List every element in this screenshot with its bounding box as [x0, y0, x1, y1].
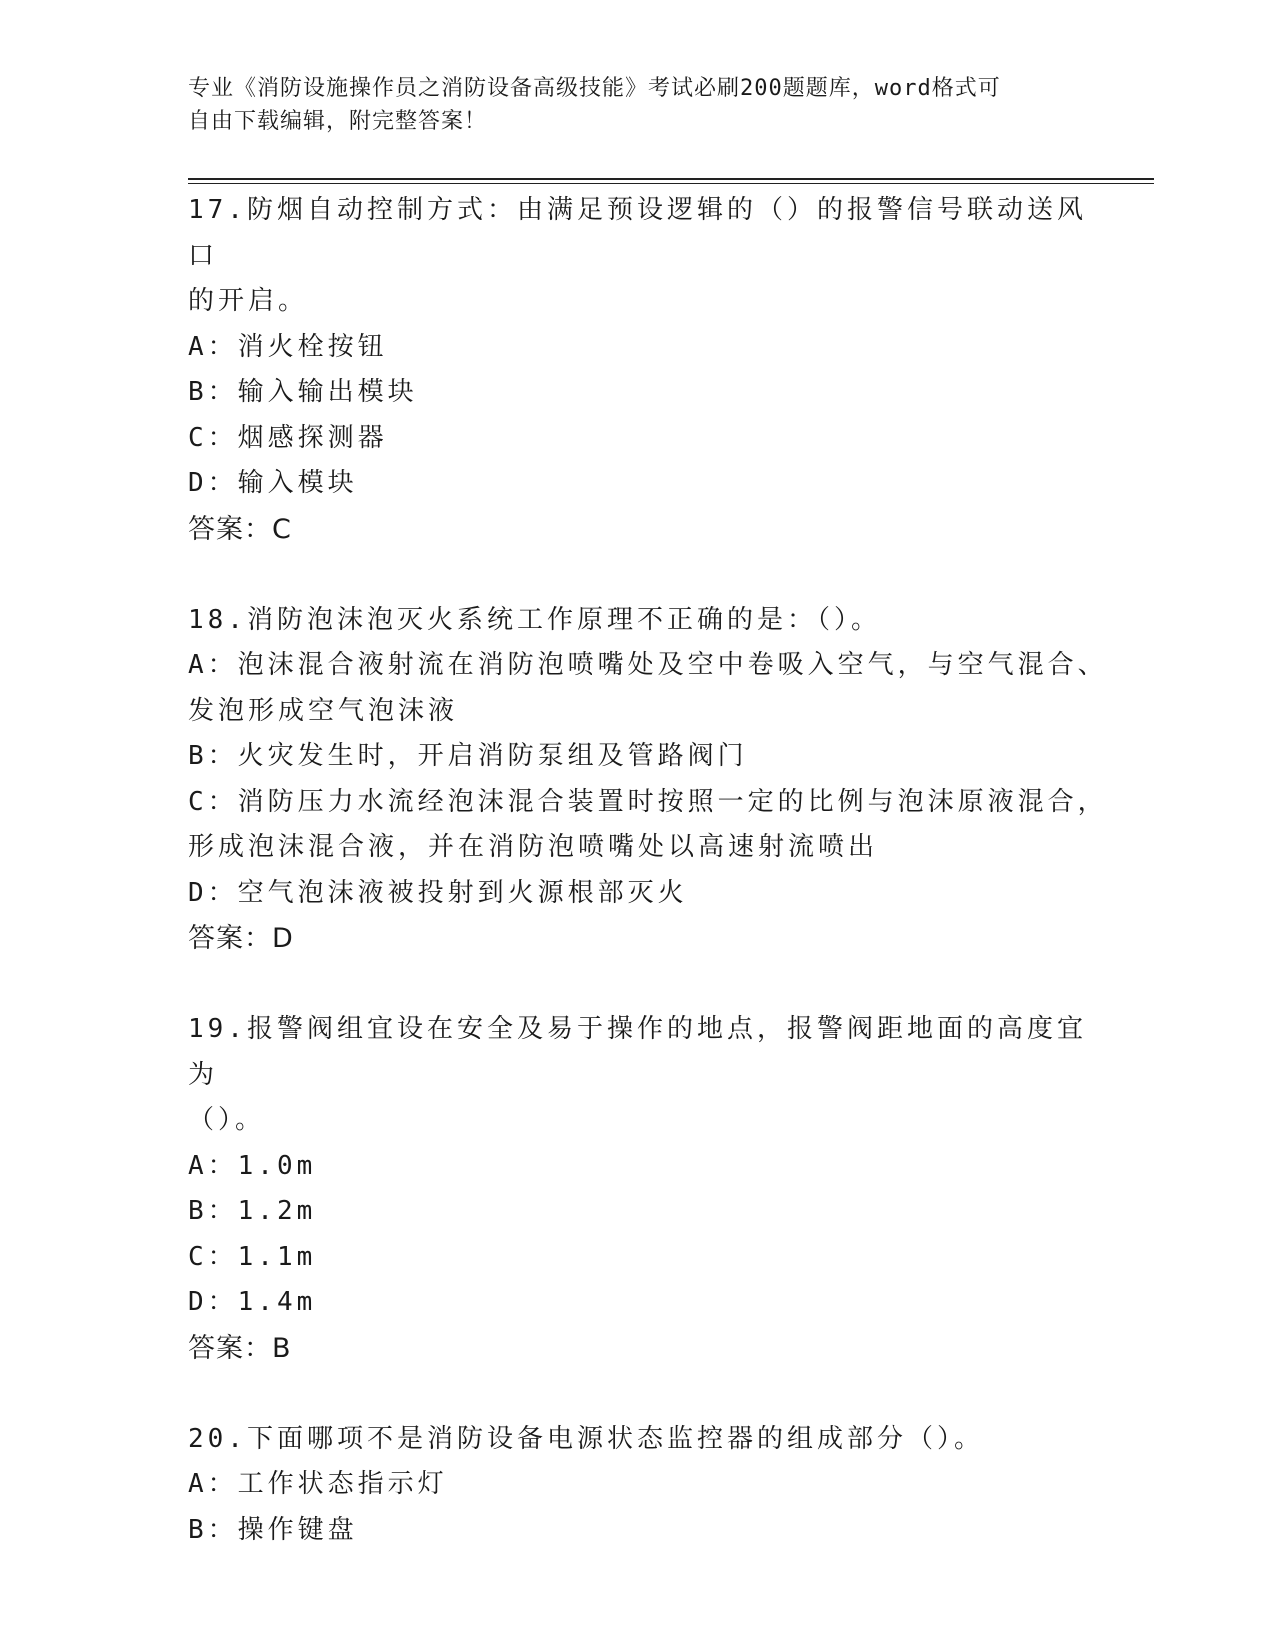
answer-line: 答案：D [188, 923, 294, 954]
option-line: D：空气泡沫液被投射到火源根部灭火 [188, 877, 688, 908]
question-stem-line: 18.消防泡沫泡灭火系统工作原理不正确的是：（）。 [188, 604, 881, 635]
question-18 [188, 598, 1108, 962]
header-divider-thin [188, 183, 1154, 184]
question-spacer [188, 552, 1108, 598]
question-17 [188, 188, 1108, 552]
question-stem-line: 的开启。 [188, 286, 309, 316]
question-stem-line: 19.报警阀组宜设在安全及易于操作的地点，报警阀距地面的高度宜为 [188, 1014, 1087, 1090]
option-line: C：消防压力水流经泡沫混合装置时按照一定的比例与泡沫原液混合， [188, 786, 1108, 817]
question-list [188, 188, 1108, 1553]
question-spacer [188, 962, 1108, 1008]
answer-line: 答案：C [188, 513, 292, 545]
option-line: B：操作键盘 [188, 1514, 358, 1545]
document-header [188, 72, 1088, 138]
question-20 [188, 1417, 1108, 1554]
option-line: 形成泡沫混合液，并在消防泡喷嘴处以高速射流喷出 [188, 832, 879, 862]
question-stem-line: 17.防烟自动控制方式：由满足预设逻辑的（）的报警信号联动送风口 [188, 195, 1087, 271]
answer-line: 答案：B [188, 1332, 292, 1364]
option-line: D：输入模块 [188, 468, 358, 498]
option-line: A：消火栓按钮 [188, 331, 388, 362]
option-line: A：泡沫混合液射流在消防泡喷嘴处及空中卷吸入空气，与空气混合、 [188, 650, 1108, 680]
header-divider-thick [188, 178, 1154, 180]
header-line-1: 专业《消防设施操作员之消防设备高级技能》考试必刷200题题库，word格式可 [188, 76, 1001, 101]
header-line-2: 自由下载编辑，附完整答案！ [188, 109, 488, 134]
question-stem-line: 20.下面哪项不是消防设备电源状态监控器的组成部分（）。 [188, 1423, 984, 1454]
option-line: B：火灾发生时，开启消防泵组及管路阀门 [188, 741, 748, 771]
option-line: C：1.1m [188, 1241, 317, 1272]
option-line: D：1.4m [188, 1287, 317, 1317]
option-line: 发泡形成空气泡沫液 [188, 695, 459, 726]
question-spacer [188, 1371, 1108, 1417]
question-19 [188, 1007, 1108, 1371]
option-line: B：输入输出模块 [188, 377, 418, 407]
question-stem-line: （）。 [188, 1105, 266, 1135]
option-line: B：1.2m [188, 1196, 317, 1226]
option-line: C：烟感探测器 [188, 422, 388, 453]
option-line: A：1.0m [188, 1150, 317, 1181]
option-line: A：工作状态指示灯 [188, 1469, 448, 1499]
